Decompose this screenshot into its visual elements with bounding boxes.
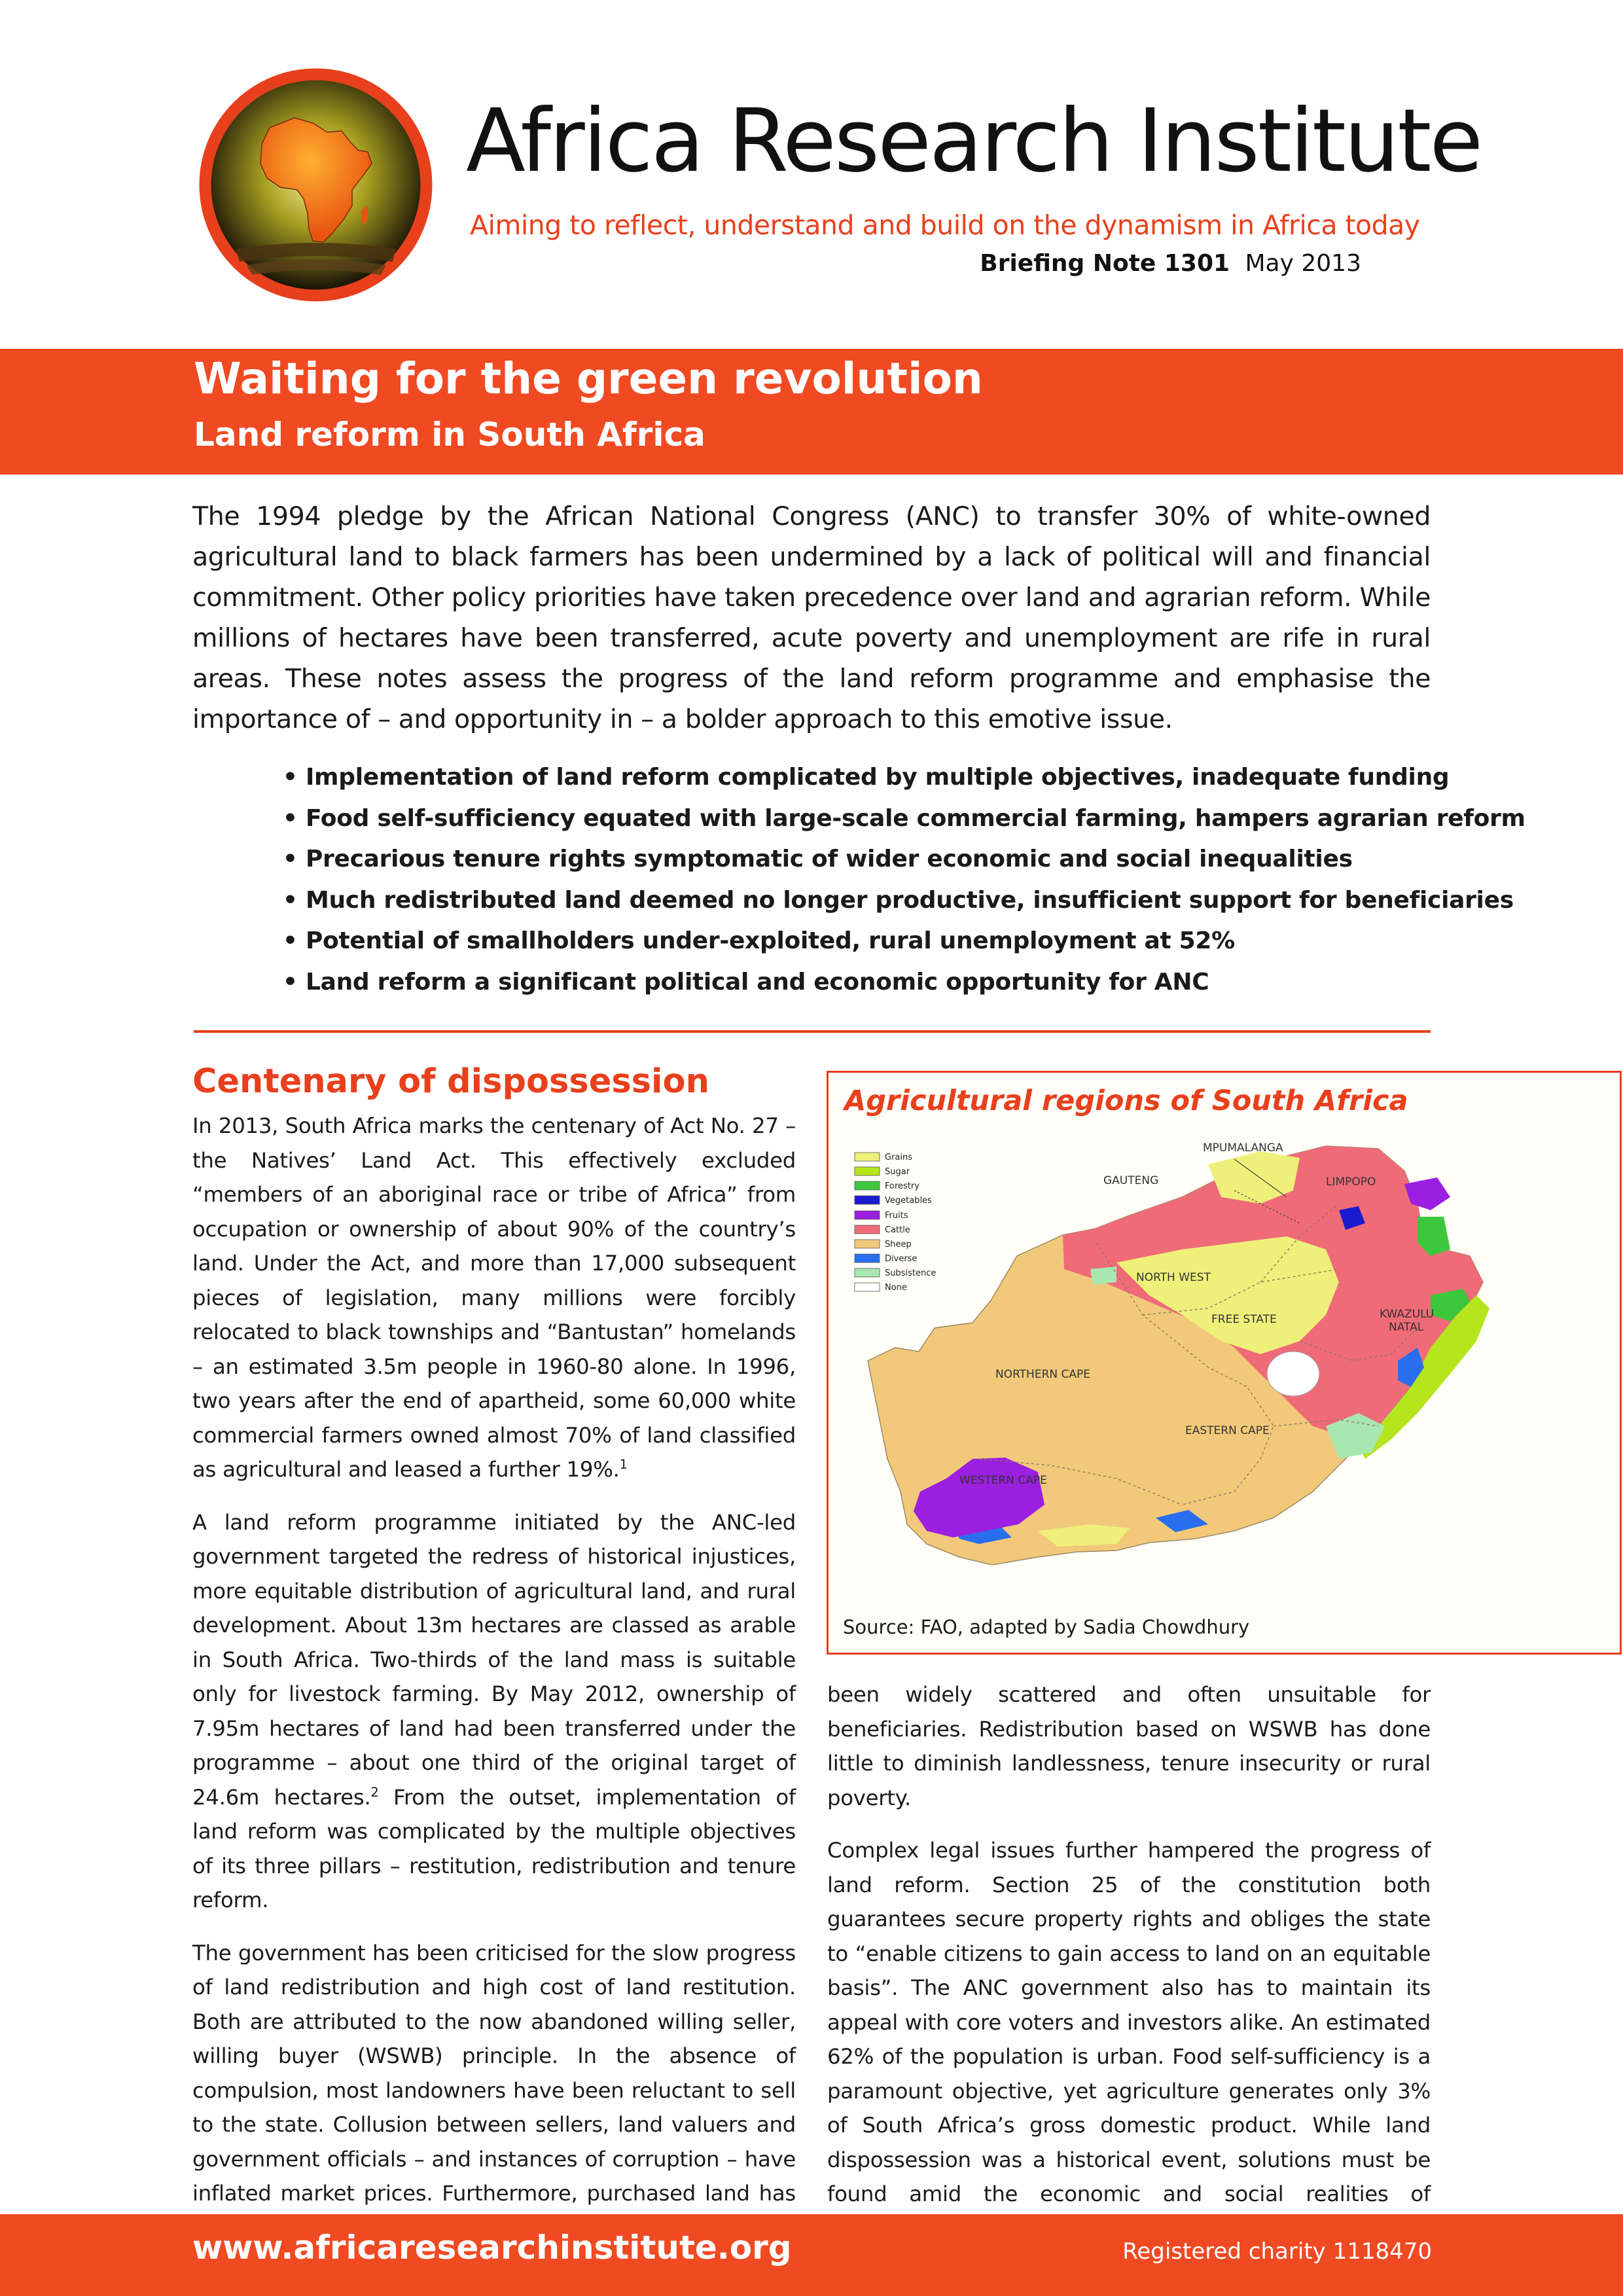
legend-label: Diverse (885, 1254, 918, 1264)
key-point: • Food self-sufficiency equated with large-scale commercial farming, hampers agrarian reform (283, 804, 1525, 832)
intro-paragraph: The 1994 pledge by the African National Congress (ANC) to transfer 30% of white-owned agricultural land to black farmers has been undermined by a lack of political will and financial commitment. Other policy priorities have taken precedence over land and agrarian reform. While millions of hectares have been transferred, acute poverty and unemployment are rife in rural areas. These notes assess the progress of the land reform programme and emphasise the importance of – and opportunity in – a bolder approach to this emotive issue. (192, 501, 1431, 734)
left-column (192, 1109, 796, 2229)
right-column (827, 1677, 1431, 2264)
briefing-date: May 2013 (1245, 250, 1361, 277)
briefing-line (980, 250, 1361, 277)
legend-label: Sheep (885, 1240, 912, 1249)
province-label: GAUTENG (1103, 1174, 1159, 1187)
legend-swatch (855, 1167, 880, 1175)
document-subtitle: Land reform in South Africa (194, 416, 705, 454)
legend-swatch (855, 1211, 880, 1219)
footnote-ref[interactable]: 1 (619, 1457, 628, 1473)
legend-swatch (855, 1181, 880, 1190)
tagline: Aiming to reflect, understand and build on the dynamism in Africa today (470, 209, 1420, 241)
map-title: Agricultural regions of South Africa (844, 1085, 1408, 1117)
province-label: NORTHERN CAPE (995, 1368, 1091, 1381)
charity-number: Registered charity 1118470 (1122, 2238, 1432, 2265)
province-label: NATAL (1389, 1321, 1424, 1334)
agricultural-map (842, 1141, 1607, 1596)
legend-swatch (855, 1196, 880, 1204)
website-link[interactable]: www.africaresearchinstitute.org (192, 2229, 792, 2267)
legend-swatch (855, 1225, 880, 1234)
region-subsistence (1090, 1266, 1116, 1285)
legend-label: Vegetables (885, 1196, 932, 1206)
province-label: EASTERN CAPE (1185, 1424, 1270, 1437)
body-paragraph (192, 1109, 796, 1487)
key-point: • Implementation of land reform complicated by multiple objectives, inadequate funding (283, 764, 1450, 791)
legend-swatch (855, 1268, 880, 1277)
org-name: Africa Research Institute (466, 91, 1482, 192)
legend-label: Cattle (885, 1225, 910, 1235)
map-source: Source: FAO, adapted by Sadia Chowdhury (843, 1616, 1250, 1638)
paragraph-text: A land reform programme initiated by the ANC-led government targeted the redress of historical injustices, more equitable distribution of agricultural land, and rural development. About 13m hectares are classed as arable in South Africa. Two-thirds of the land mass is suitable only for livestock farming. By May 2012, ownership of 7.95m hectares of land had been transferred under the programme – about one third of the original target of 24.6m hectares. (192, 1509, 796, 1810)
key-point: • Precarious tenure rights symptomatic of wider economic and social inequalities (283, 846, 1353, 872)
body-paragraph (192, 1505, 796, 1918)
paragraph-text: From the outset, implementation of land reform was complicated by the multiple objectives of its three pillars – restitution, redistribution and tenure reform. (192, 1784, 796, 1912)
document-title: Waiting for the green revolution (194, 353, 983, 404)
map-legend (855, 1153, 936, 1293)
body-paragraph: been widely scattered and often unsuitable for beneficiaries. Redistribution based on WSWB has done little to diminish landlessness, tenure insecurity or rural poverty. (827, 1682, 1431, 1810)
province-label: FREE STATE (1211, 1313, 1277, 1326)
region-none (1267, 1352, 1319, 1396)
legend-label: Sugar (885, 1167, 910, 1177)
legend-swatch (855, 1240, 880, 1248)
province-label: KWAZULU (1380, 1308, 1435, 1321)
legend-label: Subsistence (885, 1268, 936, 1278)
key-point: • Much redistributed land deemed no longer productive, insufficient support for beneficiaries (283, 886, 1514, 914)
institute-logo (196, 65, 435, 304)
key-point: • Land reform a significant political and economic opportunity for ANC (283, 968, 1209, 996)
footnote-ref[interactable]: 2 (370, 1784, 379, 1800)
legend-label: Forestry (885, 1181, 919, 1191)
body-paragraph: The government has been criticised for the slow progress of land redistribution and high cost of land restitution. Both are attributed to the now abandoned willing seller, willing buyer (WSWB) principle. In the absence of compulsion, most landowners have been reluctant to sell to the state. Collusion between sellers, land valuers and government officials – and instances of corruption – have inflated market prices. Furthermore, purchased land has (192, 1940, 796, 2206)
map-figure (827, 1071, 1622, 1655)
legend-label: Grains (885, 1153, 913, 1162)
briefing-number: Briefing Note 1301 (980, 250, 1230, 277)
section-divider (194, 1030, 1431, 1033)
province-label: WESTERN CAPE (959, 1474, 1047, 1487)
paragraph-text: In 2013, South Africa marks the centenary of Act No. 27 – the Natives’ Land Act. This effectively excluded “members of an aboriginal race or tribe of Africa” from occupation or ownership of about 90% of the country’s land. Under the Act, and more than 17,000 subsequent pieces of legislation, many millions were forcibly relocated to black townships and “Bantustan” homelands – an estimated 3.5m people in 1960-80 alone. In 1996, two years after the end of apartheid, some 60,000 white commercial farmers owned almost 70% of land classified as agricultural and leased a further 19%. (192, 1113, 796, 1482)
province-label: NORTH WEST (1136, 1271, 1211, 1284)
key-points-list (283, 757, 1525, 1003)
legend-label: None (885, 1283, 907, 1293)
province-label: LIMPOPO (1326, 1175, 1376, 1189)
key-point: • Potential of smallholders under-exploited, rural unemployment at 52% (283, 927, 1235, 954)
section-heading: Centenary of dispossession (192, 1062, 709, 1101)
legend-label: Fruits (885, 1211, 908, 1221)
legend-swatch (855, 1254, 880, 1263)
legend-swatch (855, 1283, 880, 1291)
legend-swatch (855, 1153, 880, 1161)
body-paragraph: Complex legal issues further hampered the progress of land reform. Section 25 of the constitution both guarantees secure property rights and obliges the state to “enable citizens to gain access to land on an equitable basis”. The ANC government also has to maintain its appeal with core voters and investors alike. An estimated 62% of the population is urban. Food self-sufficiency is a paramount objective, yet agriculture generates only 3% of South Africa’s gross domestic product. While land dispossession was a historical event, solutions must be found amid the economic and social realities of (827, 1838, 1431, 2206)
province-label: MPUMALANGA (1203, 1141, 1283, 1155)
